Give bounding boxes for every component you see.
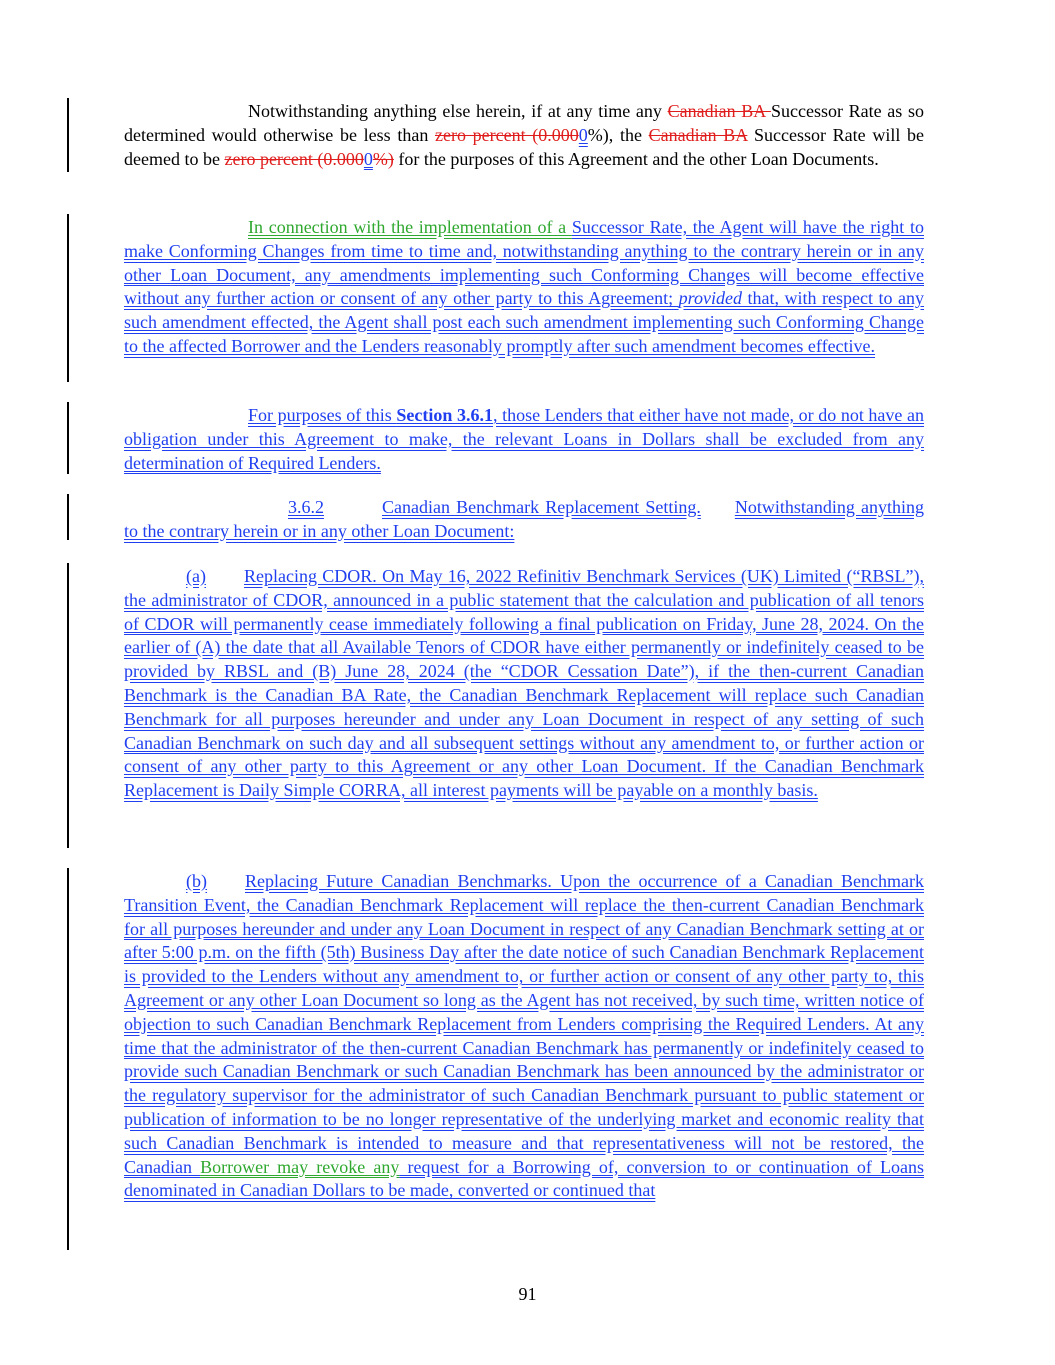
clause-label: (a) [186, 566, 206, 586]
deleted-text: Canadian BA [667, 101, 771, 121]
moved-text: In connection with the implementation of a [248, 217, 572, 237]
paragraph-successor-rate-floor [124, 100, 924, 171]
moved-text: Borrower may revoke any [200, 1156, 400, 1177]
page-number: 91 [518, 1284, 537, 1304]
change-bar [67, 402, 69, 474]
inserted-text: that, with respect to any such amendment effected, the Agent shall post each such amendment implementing such Conforming Change to the affected Borrower and the Lenders reasonably promptly after such amendment becomes effective. [124, 288, 925, 356]
clause-a-replacing-cdor [124, 565, 924, 803]
text: Successor Rate as so determined would otherwise be less than [124, 101, 924, 145]
deleted-text: Canadian BA [648, 124, 748, 145]
inserted-text: 0 [363, 148, 373, 169]
tab-space [207, 870, 245, 894]
inserted-text: 0 [578, 124, 588, 145]
section-number: 3.6.2 [288, 497, 324, 517]
clause-b-replacing-future-benchmarks [124, 870, 924, 1203]
tab-space [206, 565, 244, 589]
deleted-text: %) [372, 148, 394, 169]
deleted-text: zero percent (0.000 [224, 148, 364, 169]
text: Successor Rate will be deemed to be [124, 124, 924, 169]
section-title: Canadian Benchmark Replacement Setting. [382, 497, 701, 517]
inserted-text: Notwithstanding anything to the contrary herein or in any other Loan Document: [124, 497, 924, 541]
inserted-text: request for a Borrowing of, conversion to or continuation of Loans denominated in Canadian Dollars to be made, converted or continued that [124, 1156, 924, 1201]
section-reference: Section 3.6.1 [396, 405, 493, 425]
text: Notwithstanding anything else herein, if at any time any [248, 101, 668, 121]
inserted-text: Replacing Future Canadian Benchmarks. Upon the occurrence of a Canadian Benchmark Transition Event, the Canadian Benchmark Replacement will replace the then-current Canadian Benchmark for all purposes hereunder and under any Loan Document in respect of any Canadian Benchmark setting at or after 5:00 p.m. on the fifth (5th) Business Day after the date notice of such Canadian Benchmark Replacement is provided to the Lenders without any amendment to, or further action or consent of any other party to, this Agreement or any other Loan Document so long as the Agent has not received, by such time, written notice of objection to such Canadian Benchmark Replacement from Lenders comprising the Required Lenders. At any time that the administrator of the then-current Canadian Benchmark has permanently or indefinitely ceased to provide such Canadian Benchmark or such Canadian Benchmark has been announced by the administrator or the regulatory supervisor for the administrator of such Canadian Benchmark pursuant to public statement or publication of information to be no longer representative of the underlying market and economic reality that such Canadian Benchmark is intended to measure and that representativeness will not be restored, the Canadian [124, 871, 924, 1177]
tab-space [701, 496, 735, 520]
text: %), the [587, 124, 649, 145]
section-3-6-2-heading [124, 496, 924, 544]
paragraph-required-lenders [124, 404, 924, 475]
clause-label: (b) [186, 871, 207, 891]
inserted-text: Successor Rate, the Agent will have the right to make Conforming Changes from time to time and, notwithstanding anything to the contrary herein or in any other Loan Document, any amendments implementing such Conforming Changes will become effective without any further action or consent of any other party to this Agreement; [124, 217, 924, 309]
change-bar [67, 494, 69, 540]
inserted-text: For purposes of this [248, 405, 397, 425]
paragraph-conforming-changes [124, 216, 924, 359]
change-bar [67, 868, 69, 1250]
inserted-italic-text: provided [678, 288, 742, 309]
change-bar [67, 98, 69, 172]
inserted-text: Replacing CDOR. On May 16, 2022 Refinitiv Benchmark Services (UK) Limited (“RBSL”), the administrator of CDOR, announced in a public statement that the calculation and publication of all tenors of CDOR will permanently cease immediately following a final publication on Friday, June 28, 2024. On the earlier of (A) the date that all Available Tenors of CDOR have either permanently or indefinitely ceased to be provided by RBSL and (B) June 28, 2024 (the “CDOR Cessation Date”), if the then-current Canadian Benchmark is the Canadian BA Rate, the Canadian Benchmark Replacement will replace such Canadian Benchmark for all purposes hereunder and under any Loan Document in respect of any setting of such Canadian Benchmark on such day and all subsequent settings without any amendment to, or further action or consent of any other party to this Agreement or any other Loan Document. If the Canadian Benchmark Replacement is Daily Simple CORRA, all interest payments will be payable on a monthly basis. [124, 566, 924, 801]
change-bar [67, 214, 69, 382]
tab-space [324, 496, 382, 520]
deleted-text: zero percent (0.000 [435, 124, 579, 145]
inserted-text: , those Lenders that either have not made, or do not have an obligation under this Agreement to make, the relevant Loans in Dollars shall be excluded from any determination of Required Lenders. [124, 405, 924, 473]
change-bar [67, 563, 69, 848]
text: for the purposes of this Agreement and the other Loan Documents. [393, 148, 879, 169]
